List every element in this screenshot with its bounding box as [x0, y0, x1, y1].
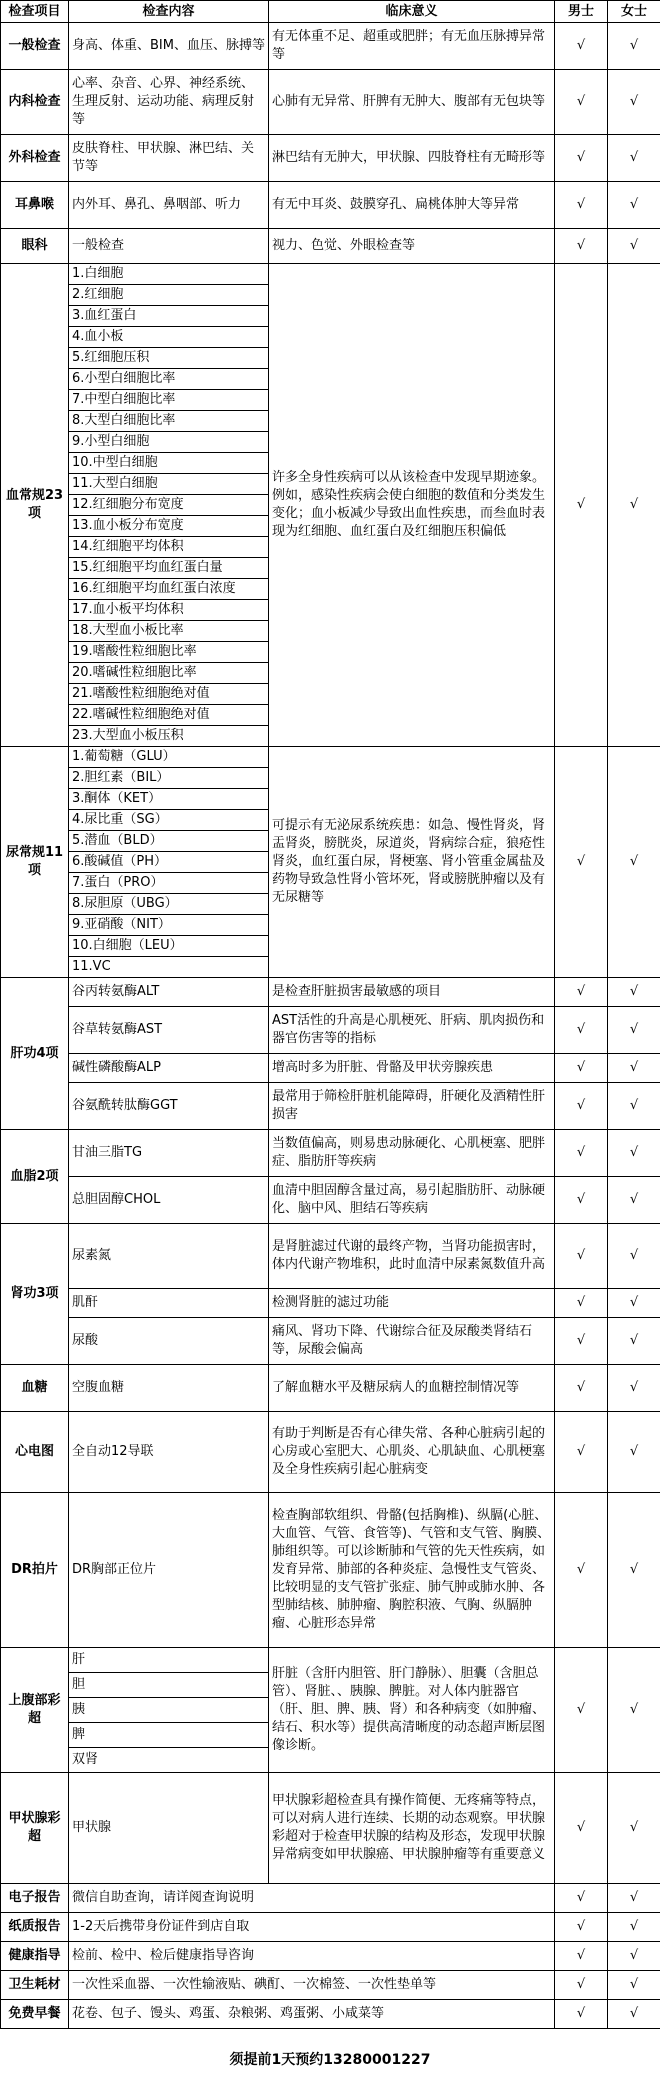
female-check: √ — [608, 1318, 660, 1365]
item-cell: 18.大型血小板比率 — [69, 621, 269, 642]
meaning-cell: 血清中胆固醇含量过高，易引起脂肪肝、动脉硬化、脑中风、胆结石等疾病 — [269, 1177, 555, 1224]
item-cell: 6.酸碱值（PH） — [69, 852, 269, 873]
category-blood-routine: 血常规23项 — [1, 264, 69, 747]
category-cell: 一般检查 — [1, 23, 69, 70]
female-check: √ — [608, 1083, 660, 1130]
category-urine-routine: 尿常规11项 — [1, 747, 69, 978]
item-cell: 3.血红蛋白 — [69, 306, 269, 327]
item-cell: 5.潜血（BLD） — [69, 831, 269, 852]
table-row — [1, 1493, 660, 1648]
table-row — [1, 1177, 660, 1224]
item-cell: 4.血小板 — [69, 327, 269, 348]
item-cell: 15.红细胞平均血红蛋白量 — [69, 558, 269, 579]
category-blood-lipid: 血脂2项 — [1, 1130, 69, 1224]
meaning-cell: 有助于判断是否有心律失常、各种心脏病引起的心房或心室肥大、心肌炎、心肌缺血、心肌梗塞及全身性疾病引起心脏病变 — [269, 1412, 555, 1493]
male-check: √ — [555, 1224, 608, 1289]
content-cell: 花卷、包子、馒头、鸡蛋、杂粮粥、鸡蛋粥、小咸菜等 — [69, 2000, 555, 2029]
meaning-cell: 甲状腺彩超检查具有操作简便、无疼痛等特点，可以对病人进行连续、长期的动态观察。甲状腺彩超对于检查甲状腺的结构及形态，发现甲状腺异常病变如甲状腺癌、甲状腺肿瘤等有重要意义 — [269, 1773, 555, 1884]
table-row — [1, 1083, 660, 1130]
item-cell: 22.嗜碱性粒细胞绝对值 — [69, 705, 269, 726]
male-check: √ — [555, 1130, 608, 1177]
male-check: √ — [555, 1913, 608, 1942]
female-check: √ — [608, 70, 660, 135]
female-check: √ — [608, 1289, 660, 1318]
category-abdomen-ultrasound: 上腹部彩超 — [1, 1648, 69, 1773]
item-cell: 19.嗜酸性粒细胞比率 — [69, 642, 269, 663]
female-check: √ — [608, 1884, 660, 1913]
category-blood-glucose: 血糖 — [1, 1365, 69, 1412]
table-row — [1, 182, 660, 229]
item-cell: 17.血小板平均体积 — [69, 600, 269, 621]
male-check: √ — [555, 1177, 608, 1224]
content-cell: 心率、杂音、心界、神经系统、生理反射、运动功能、病理反射等 — [69, 70, 269, 135]
female-check: √ — [608, 1365, 660, 1412]
female-check: √ — [608, 23, 660, 70]
item-cell: 7.中型白细胞比率 — [69, 390, 269, 411]
category-cell: 耳鼻喉 — [1, 182, 69, 229]
item-cell: 14.红细胞平均体积 — [69, 537, 269, 558]
content-cell: 身高、体重、BIM、血压、脉搏等 — [69, 23, 269, 70]
content-cell: 1-2天后携带身份证件到店自取 — [69, 1913, 555, 1942]
female-check: √ — [608, 1648, 660, 1773]
item-cell: 2.红细胞 — [69, 285, 269, 306]
item-cell: 8.尿胆原（UBG） — [69, 894, 269, 915]
booking-note: 须提前1天预约13280001227 — [229, 2052, 431, 2068]
male-check: √ — [555, 1289, 608, 1318]
header-category: 检查项目 — [1, 1, 69, 23]
meaning-cell: 肝脏（含肝内胆管、肝门静脉）、胆囊（含胆总管）、肾脏、、胰腺、脾脏。对人体内脏器官（肝、胆、脾、胰、肾）和各种病变（如肿瘤、结石、积水等）提供高清晰度的动态超声断层图像诊断。 — [269, 1648, 555, 1773]
item-cell: 3.酮体（KET） — [69, 789, 269, 810]
item-cell: 4.尿比重（SG） — [69, 810, 269, 831]
category-dr: DR拍片 — [1, 1493, 69, 1648]
male-check: √ — [555, 229, 608, 264]
header-male: 男士 — [555, 1, 608, 23]
male-check: √ — [555, 70, 608, 135]
item-cell: 13.血小板分布宽度 — [69, 516, 269, 537]
female-check: √ — [608, 1130, 660, 1177]
item-cell: 肌酐 — [69, 1289, 269, 1318]
female-check: √ — [608, 229, 660, 264]
item-cell: 碱性磷酸酶ALP — [69, 1054, 269, 1083]
table-row — [1, 135, 660, 182]
male-check: √ — [555, 1493, 608, 1648]
content-cell: DR胸部正位片 — [69, 1493, 269, 1648]
table-row — [1, 1224, 660, 1289]
table-row — [1, 1773, 660, 1884]
item-cell: 10.白细胞（LEU） — [69, 936, 269, 957]
table-header — [1, 1, 660, 23]
female-check: √ — [608, 1224, 660, 1289]
meaning-cell: 视力、色觉、外眼检查等 — [269, 229, 555, 264]
item-cell: 尿酸 — [69, 1318, 269, 1365]
content-cell: 甲状腺 — [69, 1773, 269, 1884]
table-row — [1, 1942, 660, 1971]
meaning-cell: 有无中耳炎、鼓膜穿孔、扁桃体肿大等异常 — [269, 182, 555, 229]
content-cell: 检前、检中、检后健康指导咨询 — [69, 1942, 555, 1971]
item-cell: 谷氨酰转肽酶GGT — [69, 1083, 269, 1130]
female-check: √ — [608, 1177, 660, 1224]
table-row — [1, 1884, 660, 1913]
category-cell: 内科检查 — [1, 70, 69, 135]
meaning-cell: 检测肾脏的滤过功能 — [269, 1289, 555, 1318]
male-check: √ — [555, 1083, 608, 1130]
header-meaning: 临床意义 — [269, 1, 555, 23]
content-cell: 内外耳、鼻孔、鼻咽部、听力 — [69, 182, 269, 229]
female-check: √ — [608, 264, 660, 747]
table-row — [1, 70, 660, 135]
meaning-cell: 是肾脏滤过代谢的最终产物，当肾功能损害时，体内代谢产物堆积，此时血清中尿素氮数值升高 — [269, 1224, 555, 1289]
item-cell: 谷草转氨酶AST — [69, 1007, 269, 1054]
female-check: √ — [608, 1412, 660, 1493]
item-cell: 10.中型白细胞 — [69, 453, 269, 474]
female-check: √ — [608, 2000, 660, 2029]
female-check: √ — [608, 1773, 660, 1884]
meaning-cell: 心肺有无异常、肝脾有无肿大、腹部有无包块等 — [269, 70, 555, 135]
table-row — [1, 1913, 660, 1942]
table-row — [1, 1007, 660, 1054]
item-cell: 21.嗜酸性粒细胞绝对值 — [69, 684, 269, 705]
table-row — [1, 229, 660, 264]
table-row — [1, 1365, 660, 1412]
content-cell: 一次性采血器、一次性输液贴、碘酊、一次棉签、一次性垫单等 — [69, 1971, 555, 2000]
header-content: 检查内容 — [69, 1, 269, 23]
male-check: √ — [555, 978, 608, 1007]
item-cell: 23.大型血小板压积 — [69, 726, 269, 747]
male-check: √ — [555, 1054, 608, 1083]
content-cell: 微信自助查询，请详阅查询说明 — [69, 1884, 555, 1913]
male-check: √ — [555, 1412, 608, 1493]
content-cell: 皮肤脊柱、甲状腺、淋巴结、关节等 — [69, 135, 269, 182]
male-check: √ — [555, 264, 608, 747]
meaning-cell: 最常用于筛检肝脏机能障碍，肝硬化及酒精性肝损害 — [269, 1083, 555, 1130]
list-item — [1, 264, 660, 285]
male-check: √ — [555, 747, 608, 978]
item-cell: 12.红细胞分布宽度 — [69, 495, 269, 516]
meaning-cell: 是检查肝脏损害最敏感的项目 — [269, 978, 555, 1007]
male-check: √ — [555, 1971, 608, 2000]
item-cell: 总胆固醇CHOL — [69, 1177, 269, 1224]
category-cell: 纸质报告 — [1, 1913, 69, 1942]
female-check: √ — [608, 182, 660, 229]
male-check: √ — [555, 182, 608, 229]
item-cell: 2.胆红素（BIL） — [69, 768, 269, 789]
meaning-cell: 有无体重不足、超重或肥胖；有无血压脉搏异常等 — [269, 23, 555, 70]
female-check: √ — [608, 1007, 660, 1054]
female-check: √ — [608, 1971, 660, 2000]
meaning-cell: 检查胸部软组织、骨骼(包括胸椎)、纵膈(心脏、大血管、气管、食管等)、气管和支气管、胸膜、肺组织等。可以诊断肺和气管的先天性疾病，如发育异常、肺部的各种炎症、急慢性支气管炎、比较明显的支气管扩张症、肺气肿或肺水肿、各型肺结核、肺肿瘤、胸腔积液、气胸、纵膈肿瘤、心脏形态异常 — [269, 1493, 555, 1648]
table-row — [1, 1971, 660, 2000]
female-check: √ — [608, 135, 660, 182]
category-cell: 免费早餐 — [1, 2000, 69, 2029]
item-cell: 11.大型白细胞 — [69, 474, 269, 495]
list-item — [1, 747, 660, 768]
item-cell: 谷丙转氨酶ALT — [69, 978, 269, 1007]
male-check: √ — [555, 1318, 608, 1365]
female-check: √ — [608, 1054, 660, 1083]
male-check: √ — [555, 1884, 608, 1913]
item-cell: 5.红细胞压积 — [69, 348, 269, 369]
table-row — [1, 1318, 660, 1365]
female-check: √ — [608, 1913, 660, 1942]
meaning-cell: 许多全身性疾病可以从该检查中发现早期迹象。例如，感染性疾病会使白细胞的数值和分类发生变化；血小板减少导致出血性疾患，而叁血时表现为红细胞、血红蛋白及红细胞压积偏低 — [269, 264, 555, 747]
item-cell: 6.小型白细胞比率 — [69, 369, 269, 390]
item-cell: 尿素氮 — [69, 1224, 269, 1289]
item-cell: 7.蛋白（PRO） — [69, 873, 269, 894]
item-cell: 1.白细胞 — [69, 264, 269, 285]
female-check: √ — [608, 1942, 660, 1971]
category-cell: 卫生耗材 — [1, 1971, 69, 2000]
item-cell: 胰 — [69, 1698, 269, 1723]
meaning-cell: 淋巴结有无肿大，甲状腺、四肢脊柱有无畸形等 — [269, 135, 555, 182]
meaning-cell: AST活性的升高是心肌梗死、肝病、肌肉损伤和器官伤害等的指标 — [269, 1007, 555, 1054]
category-ecg: 心电图 — [1, 1412, 69, 1493]
category-kidney-function: 肾功3项 — [1, 1224, 69, 1365]
item-cell: 双肾 — [69, 1748, 269, 1773]
item-cell: 甘油三脂TG — [69, 1130, 269, 1177]
meaning-cell: 了解血糖水平及糖尿病人的血糖控制情况等 — [269, 1365, 555, 1412]
meaning-cell: 可提示有无泌尿系统疾患：如急、慢性肾炎，肾盂肾炎，膀胱炎，尿道炎，肾病综合症，狼疮性肾炎，血红蛋白尿，肾梗塞、肾小管重金属盐及药物导致急性肾小管坏死，肾或膀胱肿瘤以及有无尿糖等 — [269, 747, 555, 978]
category-liver-function: 肝功4项 — [1, 978, 69, 1130]
table-row — [1, 978, 660, 1007]
category-thyroid-ultrasound: 甲状腺彩超 — [1, 1773, 69, 1884]
table-row — [1, 23, 660, 70]
category-cell: 眼科 — [1, 229, 69, 264]
table-row — [1, 2000, 660, 2029]
item-cell: 16.红细胞平均血红蛋白浓度 — [69, 579, 269, 600]
content-cell: 一般检查 — [69, 229, 269, 264]
item-cell: 肝 — [69, 1648, 269, 1673]
content-cell: 空腹血糖 — [69, 1365, 269, 1412]
meaning-cell: 当数值偏高，则易患动脉硬化、心肌梗塞、肥胖症、脂肪肝等疾病 — [269, 1130, 555, 1177]
male-check: √ — [555, 1007, 608, 1054]
content-cell: 全自动12导联 — [69, 1412, 269, 1493]
male-check: √ — [555, 2000, 608, 2029]
item-cell: 9.小型白细胞 — [69, 432, 269, 453]
female-check: √ — [608, 1493, 660, 1648]
meaning-cell: 增高时多为肝脏、骨骼及甲状旁腺疾患 — [269, 1054, 555, 1083]
female-check: √ — [608, 747, 660, 978]
table-row — [1, 1054, 660, 1083]
list-item — [1, 1648, 660, 1673]
item-cell: 8.大型白细胞比率 — [69, 411, 269, 432]
male-check: √ — [555, 23, 608, 70]
item-cell: 1.葡萄糖（GLU） — [69, 747, 269, 768]
male-check: √ — [555, 1773, 608, 1884]
item-cell: 11.VC — [69, 957, 269, 978]
header-female: 女士 — [608, 1, 660, 23]
male-check: √ — [555, 1365, 608, 1412]
meaning-cell: 痛风、肾功下降、代谢综合征及尿酸类肾结石等，尿酸会偏高 — [269, 1318, 555, 1365]
male-check: √ — [555, 135, 608, 182]
category-cell: 外科检查 — [1, 135, 69, 182]
female-check: √ — [608, 978, 660, 1007]
item-cell: 20.嗜碱性粒细胞比率 — [69, 663, 269, 684]
male-check: √ — [555, 1942, 608, 1971]
item-cell: 脾 — [69, 1723, 269, 1748]
item-cell: 9.亚硝酸（NIT） — [69, 915, 269, 936]
table-row — [1, 1130, 660, 1177]
table-row — [1, 1412, 660, 1493]
table-row — [1, 1289, 660, 1318]
male-check: √ — [555, 1648, 608, 1773]
category-cell: 健康指导 — [1, 1942, 69, 1971]
category-cell: 电子报告 — [1, 1884, 69, 1913]
item-cell: 胆 — [69, 1673, 269, 1698]
